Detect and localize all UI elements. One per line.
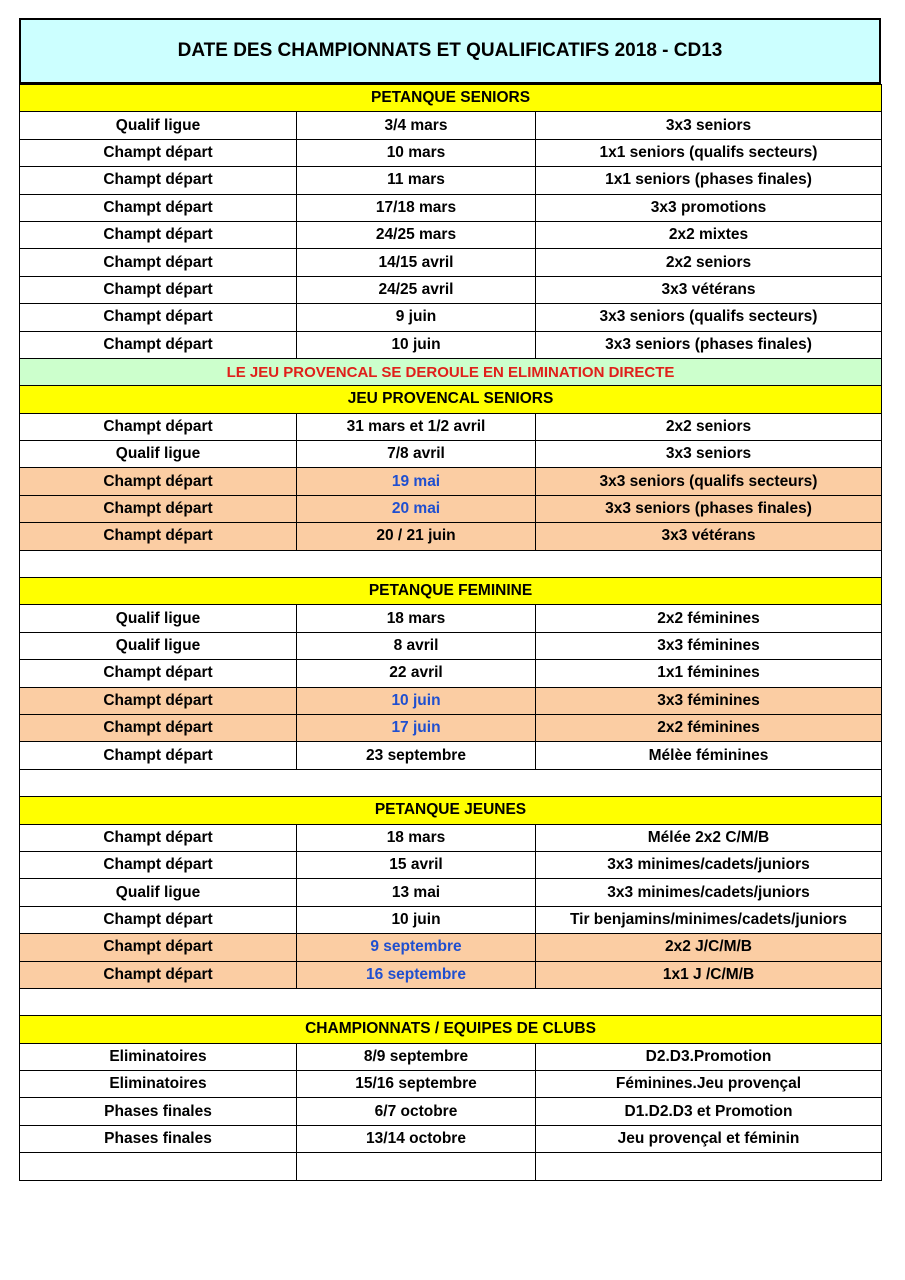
event-cell: 3x3 vétérans bbox=[536, 276, 882, 303]
spacer-row bbox=[20, 550, 882, 577]
competition-type-cell: Qualif ligue bbox=[20, 879, 297, 906]
date-cell: 31 mars et 1/2 avril bbox=[297, 413, 536, 440]
date-cell: 20 mai bbox=[297, 495, 536, 522]
section-heading: CHAMPIONNATS / EQUIPES DE CLUBS bbox=[20, 1016, 882, 1043]
table-row bbox=[20, 632, 882, 659]
table-row bbox=[20, 194, 882, 221]
competition-type-cell: Champt départ bbox=[20, 961, 297, 988]
date-cell: 10 juin bbox=[297, 906, 536, 933]
table-row bbox=[20, 1098, 882, 1125]
spacer-row bbox=[20, 988, 882, 1015]
date-cell: 13/14 octobre bbox=[297, 1125, 536, 1152]
date-cell: 23 septembre bbox=[297, 742, 536, 769]
competition-type-cell: Champt départ bbox=[20, 742, 297, 769]
page-title: DATE DES CHAMPIONNATS ET QUALIFICATIFS 2018 - CD13 bbox=[19, 18, 881, 84]
date-cell: 6/7 octobre bbox=[297, 1098, 536, 1125]
competition-type-cell: Champt départ bbox=[20, 934, 297, 961]
spacer-cell bbox=[20, 550, 882, 577]
competition-type-cell: Phases finales bbox=[20, 1125, 297, 1152]
table-row bbox=[20, 331, 882, 358]
date-cell: 8/9 septembre bbox=[297, 1043, 536, 1070]
table-row bbox=[20, 1043, 882, 1070]
competition-type-cell: Qualif ligue bbox=[20, 605, 297, 632]
event-cell: 2x2 mixtes bbox=[536, 221, 882, 248]
competition-type-cell: Qualif ligue bbox=[20, 441, 297, 468]
table-row bbox=[20, 413, 882, 440]
table-row bbox=[20, 276, 882, 303]
section-heading-row bbox=[20, 85, 882, 112]
date-cell: 24/25 avril bbox=[297, 276, 536, 303]
date-cell: 3/4 mars bbox=[297, 112, 536, 139]
date-cell: 8 avril bbox=[297, 632, 536, 659]
date-cell: 22 avril bbox=[297, 660, 536, 687]
table-row bbox=[20, 1125, 882, 1152]
section-heading-row bbox=[20, 386, 882, 413]
table-row bbox=[20, 714, 882, 741]
empty-cell bbox=[20, 1153, 297, 1180]
date-cell: 19 mai bbox=[297, 468, 536, 495]
event-cell: 1x1 seniors (qualifs secteurs) bbox=[536, 139, 882, 166]
competition-type-cell: Champt départ bbox=[20, 687, 297, 714]
date-cell: 10 mars bbox=[297, 139, 536, 166]
event-cell: 3x3 vétérans bbox=[536, 523, 882, 550]
table-row bbox=[20, 879, 882, 906]
event-cell: 3x3 seniors bbox=[536, 441, 882, 468]
notice-row bbox=[20, 358, 882, 385]
event-cell: 2x2 féminines bbox=[536, 605, 882, 632]
table-row bbox=[20, 468, 882, 495]
event-cell: 3x3 seniors bbox=[536, 112, 882, 139]
table-row bbox=[20, 605, 882, 632]
table-row bbox=[20, 112, 882, 139]
event-cell: 2x2 J/C/M/B bbox=[536, 934, 882, 961]
event-cell: 2x2 féminines bbox=[536, 714, 882, 741]
date-cell: 10 juin bbox=[297, 687, 536, 714]
table-row bbox=[20, 851, 882, 878]
table-row bbox=[20, 249, 882, 276]
table-row bbox=[20, 495, 882, 522]
date-cell: 11 mars bbox=[297, 167, 536, 194]
date-cell: 14/15 avril bbox=[297, 249, 536, 276]
date-cell: 15 avril bbox=[297, 851, 536, 878]
date-cell: 10 juin bbox=[297, 331, 536, 358]
competition-type-cell: Qualif ligue bbox=[20, 112, 297, 139]
date-cell: 7/8 avril bbox=[297, 441, 536, 468]
competition-type-cell: Champt départ bbox=[20, 167, 297, 194]
spacer-cell bbox=[20, 769, 882, 796]
notice-text: LE JEU PROVENCAL SE DEROULE EN ELIMINATION DIRECTE bbox=[20, 358, 882, 385]
event-cell: 2x2 seniors bbox=[536, 249, 882, 276]
spacer-cell bbox=[20, 988, 882, 1015]
table-row bbox=[20, 660, 882, 687]
competition-type-cell: Champt départ bbox=[20, 139, 297, 166]
empty-row bbox=[20, 1153, 882, 1180]
event-cell: 3x3 seniors (phases finales) bbox=[536, 495, 882, 522]
date-cell: 17 juin bbox=[297, 714, 536, 741]
table-row bbox=[20, 687, 882, 714]
event-cell: 3x3 féminines bbox=[536, 687, 882, 714]
event-cell: D2.D3.Promotion bbox=[536, 1043, 882, 1070]
empty-cell bbox=[297, 1153, 536, 1180]
event-cell: 3x3 minimes/cadets/juniors bbox=[536, 851, 882, 878]
competition-type-cell: Champt départ bbox=[20, 331, 297, 358]
table-row bbox=[20, 934, 882, 961]
table-row bbox=[20, 304, 882, 331]
competition-type-cell: Champt départ bbox=[20, 495, 297, 522]
competition-type-cell: Champt départ bbox=[20, 660, 297, 687]
date-cell: 17/18 mars bbox=[297, 194, 536, 221]
event-cell: 3x3 promotions bbox=[536, 194, 882, 221]
section-heading-row bbox=[20, 797, 882, 824]
date-cell: 18 mars bbox=[297, 824, 536, 851]
date-cell: 20 / 21 juin bbox=[297, 523, 536, 550]
competition-type-cell: Champt départ bbox=[20, 906, 297, 933]
schedule-table bbox=[19, 84, 882, 1181]
section-heading: PETANQUE FEMININE bbox=[20, 578, 882, 605]
event-cell: Jeu provençal et féminin bbox=[536, 1125, 882, 1152]
event-cell: 3x3 féminines bbox=[536, 632, 882, 659]
spacer-row bbox=[20, 769, 882, 796]
event-cell: D1.D2.D3 et Promotion bbox=[536, 1098, 882, 1125]
date-cell: 16 septembre bbox=[297, 961, 536, 988]
competition-type-cell: Champt départ bbox=[20, 413, 297, 440]
table-row bbox=[20, 906, 882, 933]
table-row bbox=[20, 824, 882, 851]
competition-type-cell: Qualif ligue bbox=[20, 632, 297, 659]
competition-type-cell: Eliminatoires bbox=[20, 1043, 297, 1070]
date-cell: 15/16 septembre bbox=[297, 1071, 536, 1098]
competition-type-cell: Champt départ bbox=[20, 194, 297, 221]
event-cell: 1x1 seniors (phases finales) bbox=[536, 167, 882, 194]
date-cell: 9 septembre bbox=[297, 934, 536, 961]
schedule-sheet bbox=[19, 18, 881, 1181]
event-cell: Mélèe féminines bbox=[536, 742, 882, 769]
event-cell: 1x1 J /C/M/B bbox=[536, 961, 882, 988]
competition-type-cell: Champt départ bbox=[20, 523, 297, 550]
date-cell: 24/25 mars bbox=[297, 221, 536, 248]
event-cell: Mélée 2x2 C/M/B bbox=[536, 824, 882, 851]
event-cell: Féminines.Jeu provençal bbox=[536, 1071, 882, 1098]
section-heading: PETANQUE JEUNES bbox=[20, 797, 882, 824]
competition-type-cell: Champt départ bbox=[20, 221, 297, 248]
competition-type-cell: Champt départ bbox=[20, 824, 297, 851]
table-row bbox=[20, 1071, 882, 1098]
competition-type-cell: Champt départ bbox=[20, 714, 297, 741]
event-cell: 3x3 seniors (qualifs secteurs) bbox=[536, 468, 882, 495]
date-cell: 9 juin bbox=[297, 304, 536, 331]
competition-type-cell: Phases finales bbox=[20, 1098, 297, 1125]
competition-type-cell: Champt départ bbox=[20, 851, 297, 878]
table-row bbox=[20, 523, 882, 550]
competition-type-cell: Eliminatoires bbox=[20, 1071, 297, 1098]
section-heading-row bbox=[20, 1016, 882, 1043]
section-heading: JEU PROVENCAL SENIORS bbox=[20, 386, 882, 413]
section-heading-row bbox=[20, 578, 882, 605]
table-row bbox=[20, 441, 882, 468]
event-cell: Tir benjamins/minimes/cadets/juniors bbox=[536, 906, 882, 933]
competition-type-cell: Champt départ bbox=[20, 304, 297, 331]
table-row bbox=[20, 221, 882, 248]
table-row bbox=[20, 167, 882, 194]
event-cell: 2x2 seniors bbox=[536, 413, 882, 440]
date-cell: 18 mars bbox=[297, 605, 536, 632]
competition-type-cell: Champt départ bbox=[20, 468, 297, 495]
event-cell: 1x1 féminines bbox=[536, 660, 882, 687]
competition-type-cell: Champt départ bbox=[20, 276, 297, 303]
date-cell: 13 mai bbox=[297, 879, 536, 906]
table-row bbox=[20, 961, 882, 988]
empty-cell bbox=[536, 1153, 882, 1180]
event-cell: 3x3 seniors (phases finales) bbox=[536, 331, 882, 358]
table-row bbox=[20, 139, 882, 166]
event-cell: 3x3 seniors (qualifs secteurs) bbox=[536, 304, 882, 331]
competition-type-cell: Champt départ bbox=[20, 249, 297, 276]
section-heading: PETANQUE SENIORS bbox=[20, 85, 882, 112]
event-cell: 3x3 minimes/cadets/juniors bbox=[536, 879, 882, 906]
table-row bbox=[20, 742, 882, 769]
